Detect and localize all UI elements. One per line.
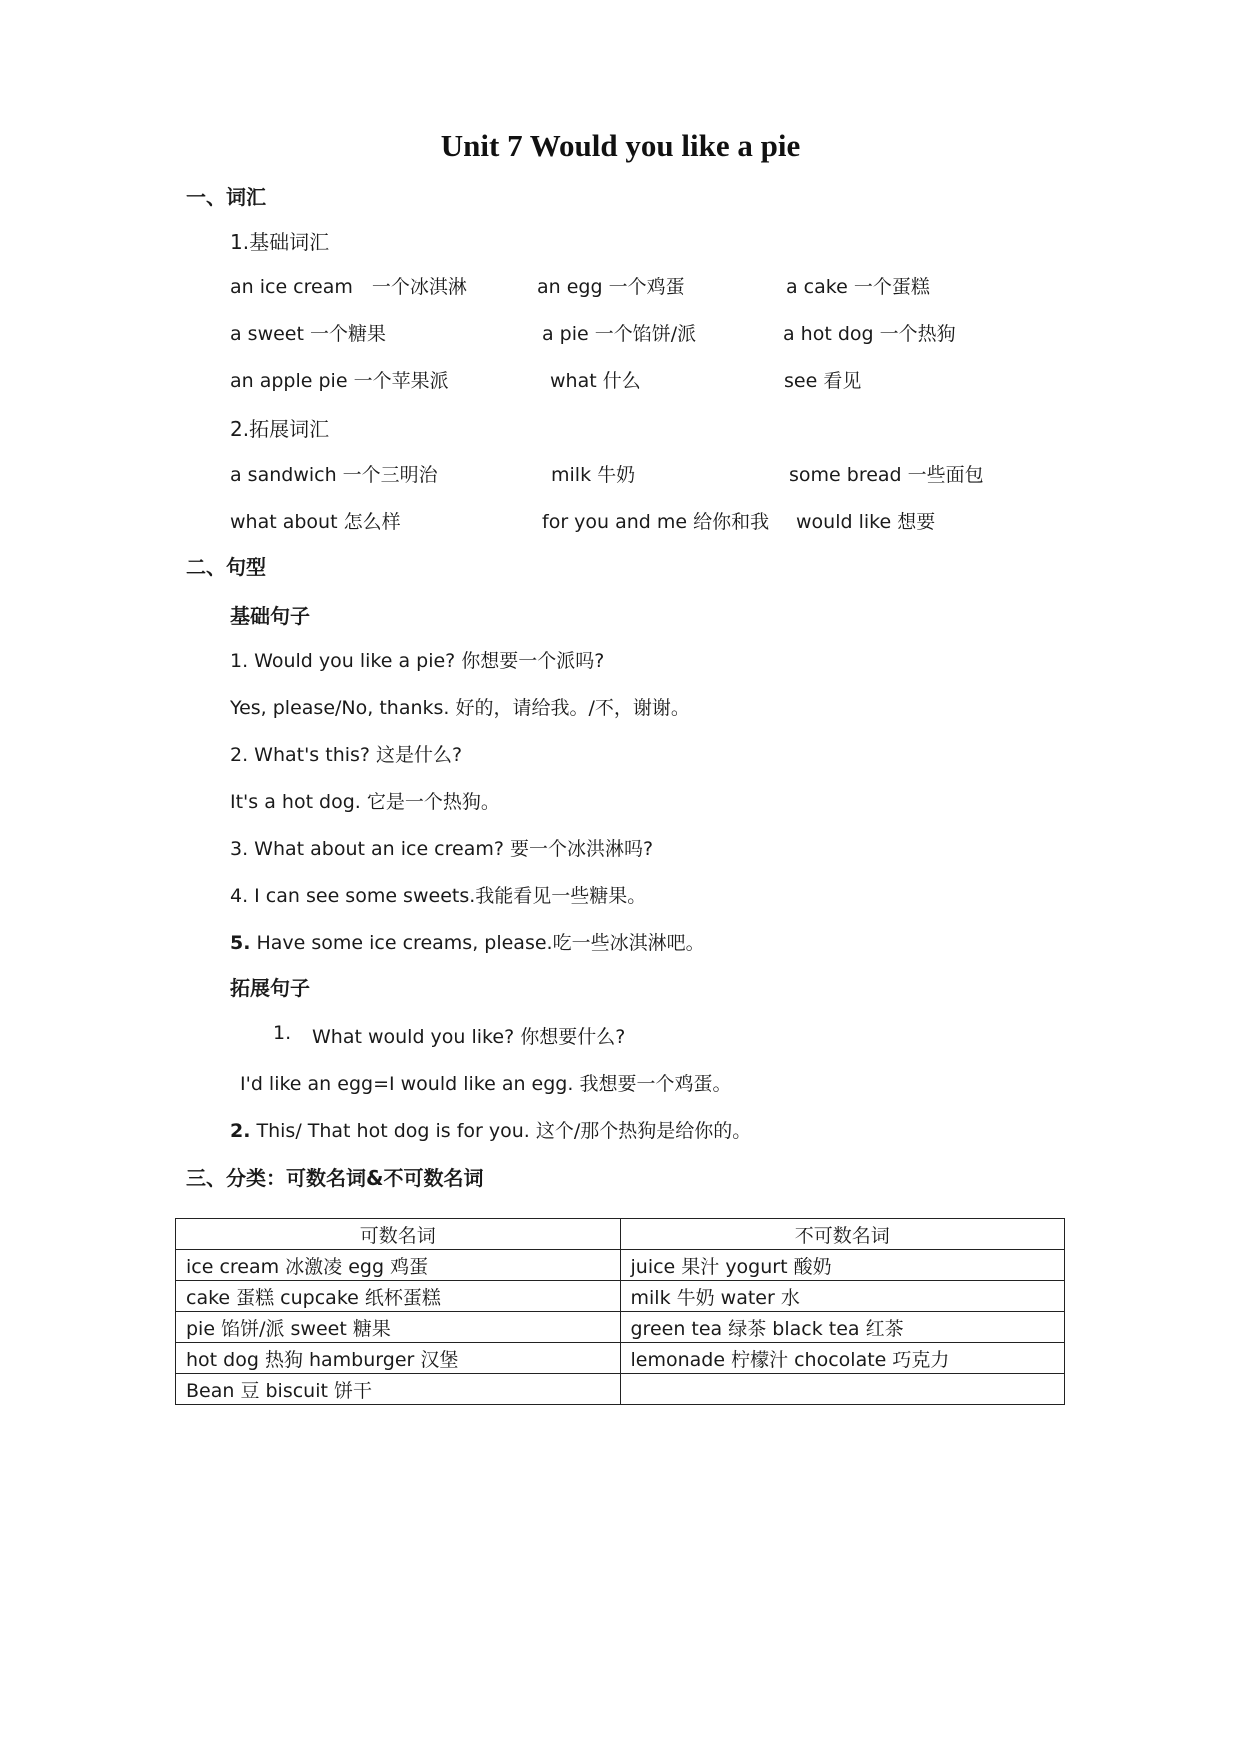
page-title: Unit 7 Would you like a pie <box>440 128 801 163</box>
sentence-line: Yes, please/No, thanks. 好的，请给我。/不，谢谢。 <box>230 697 690 719</box>
sentence-line: 4. I can see some sweets.我能看见一些糖果。 <box>230 885 647 907</box>
sentence-line: What would you like? 你想要什么? <box>312 1026 626 1048</box>
table-header-row <box>176 1219 1065 1250</box>
table-row <box>176 1374 1065 1405</box>
vocab-item: an egg 一个鸡蛋 <box>537 276 685 298</box>
table-cell: ice cream 冰激凌 egg 鸡蛋 <box>176 1250 621 1281</box>
table-cell: lemonade 柠檬汁 chocolate 巧克力 <box>620 1343 1065 1374</box>
table-cell: cake 蛋糕 cupcake 纸杯蛋糕 <box>176 1281 621 1312</box>
vocab-item: a sandwich 一个三明治 <box>230 464 438 486</box>
table-row <box>176 1281 1065 1312</box>
sentence-number: 2. <box>230 1120 251 1142</box>
vocab-item: for you and me 给你和我 <box>542 511 770 533</box>
header-countable: 可数名词 <box>176 1219 621 1250</box>
vocab-item: what 什么 <box>550 370 641 392</box>
vocab-item: a sweet 一个糖果 <box>230 323 386 345</box>
vocab-item: see 看见 <box>784 370 862 392</box>
vocab-item: some bread 一些面包 <box>789 464 984 486</box>
table-cell: juice 果汁 yogurt 酸奶 <box>620 1250 1065 1281</box>
sentence-line: I'd like an egg=I would like an egg. 我想要一个鸡蛋。 <box>240 1073 732 1095</box>
vocab-item: a cake 一个蛋糕 <box>786 276 930 298</box>
list-number: 1. <box>273 1022 292 1044</box>
section-heading-vocabulary: 一、词汇 <box>186 185 266 209</box>
vocab-item: milk 牛奶 <box>551 464 636 486</box>
vocab-item: what about 怎么样 <box>230 511 401 533</box>
table-cell: Bean 豆 biscuit 饼干 <box>176 1374 621 1405</box>
sentence-line: 1. Would you like a pie? 你想要一个派吗? <box>230 650 605 672</box>
table-cell: milk 牛奶 water 水 <box>620 1281 1065 1312</box>
table-cell: pie 馅饼/派 sweet 糖果 <box>176 1312 621 1343</box>
sentence-line <box>230 1116 751 1143</box>
sentence-line: 3. What about an ice cream? 要一个冰洪淋吗? <box>230 838 654 860</box>
noun-classification-table <box>175 1218 1065 1405</box>
table-row <box>176 1343 1065 1374</box>
vocab-item: an apple pie 一个苹果派 <box>230 370 449 392</box>
vocab-item: an ice cream 一个冰淇淋 <box>230 276 467 298</box>
sentence-number: 5. <box>230 932 251 954</box>
table-row <box>176 1312 1065 1343</box>
table-row <box>176 1250 1065 1281</box>
sentence-line: It's a hot dog. 它是一个热狗。 <box>230 791 500 813</box>
subheading-extended-vocabulary: 2.拓展词汇 <box>230 417 330 441</box>
header-uncountable: 不可数名词 <box>620 1219 1065 1250</box>
section-heading-sentences: 二、句型 <box>186 555 266 579</box>
sentence-line <box>230 928 705 955</box>
subheading-basic-sentences: 基础句子 <box>230 604 310 628</box>
sentence-text: Have some ice creams, please.吃一些冰淇淋吧。 <box>250 932 705 954</box>
table-cell: hot dog 热狗 hamburger 汉堡 <box>176 1343 621 1374</box>
vocab-item: would like 想要 <box>796 511 936 533</box>
section-heading-classification: 三、分类：可数名词&不可数名词 <box>186 1166 484 1190</box>
subheading-extended-sentences: 拓展句子 <box>230 976 310 1000</box>
subheading-basic-vocabulary: 1.基础词汇 <box>230 230 330 254</box>
table-cell <box>620 1374 1065 1405</box>
vocab-item: a hot dog 一个热狗 <box>783 323 956 345</box>
sentence-text: This/ That hot dog is for you. 这个/那个热狗是给你的。 <box>250 1120 752 1142</box>
vocab-item: a pie 一个馅饼/派 <box>542 323 697 345</box>
sentence-line: 2. What's this? 这是什么? <box>230 744 463 766</box>
table-cell: green tea 绿茶 black tea 红茶 <box>620 1312 1065 1343</box>
